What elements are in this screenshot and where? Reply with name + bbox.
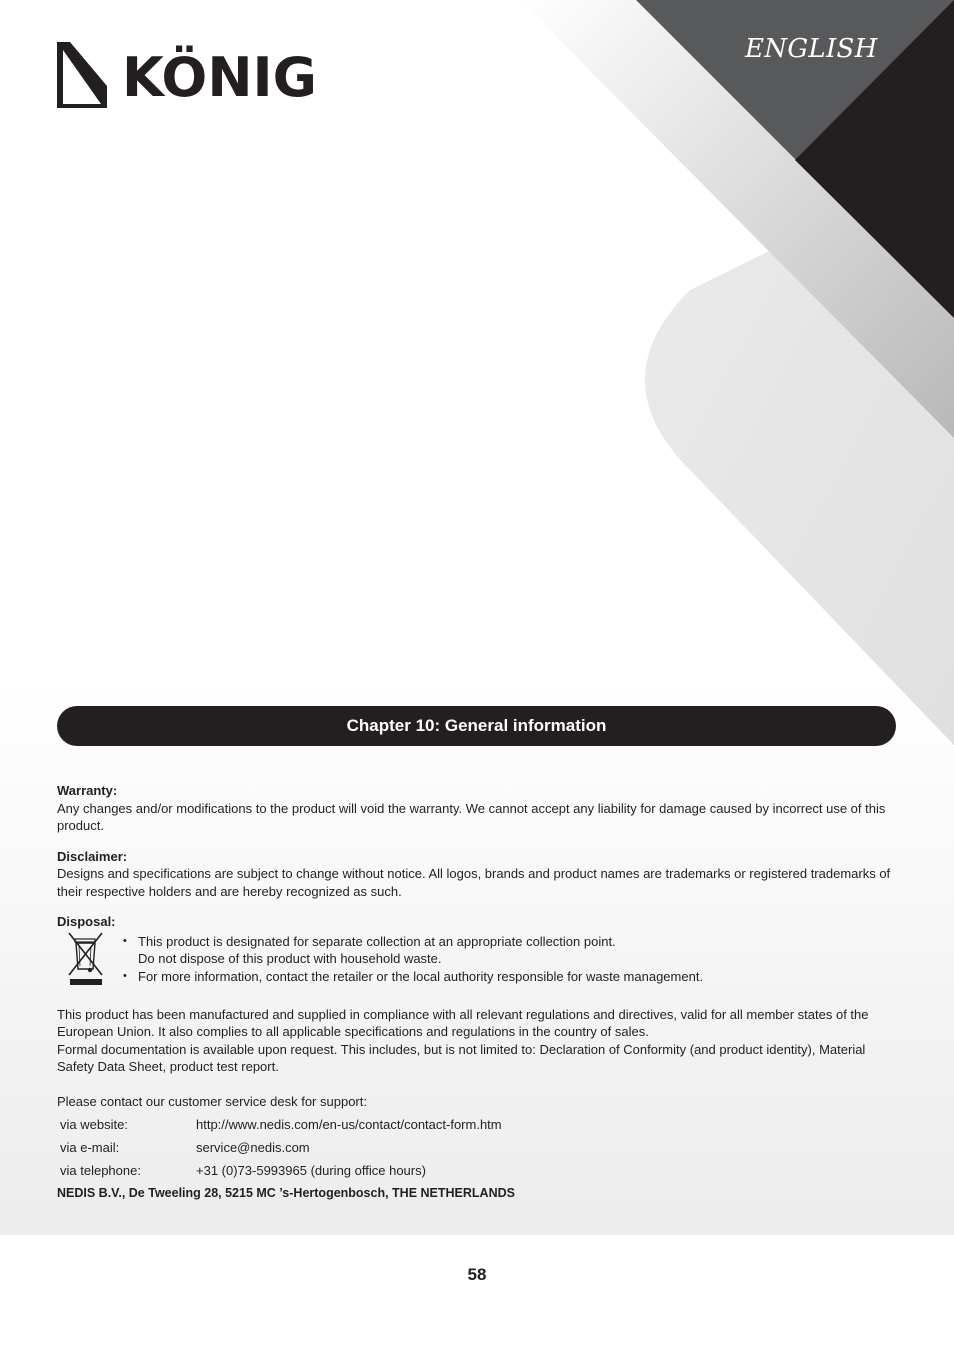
support-contact-table: [58, 1113, 502, 1182]
logo-wordmark: KÖNIG: [122, 46, 317, 109]
disposal-heading: Disposal:: [57, 914, 116, 929]
chapter-title: Chapter 10: General information: [346, 716, 607, 735]
contact-label: via telephone:: [60, 1162, 141, 1178]
compliance-text: This product has been manufactured and supplied in compliance with all relevant regulations and directives, valid for all member states of the European Union. It also complies to all applicable specifications and regulations in the country of sales.: [57, 1006, 869, 1039]
support-intro: Please contact our customer service desk for support:: [57, 1093, 367, 1109]
language-label: ENGLISH: [745, 34, 878, 64]
company-address: NEDIS B.V., De Tweeling 28, 5215 MC ’s-Hertogenbosch, THE NETHERLANDS: [57, 1186, 515, 1200]
weee-crossed-bin-icon: [63, 931, 109, 989]
warranty-text: Any changes and/or modifications to the product will void the warranty. We cannot accept any liability for damage caused by incorrect use of this product.: [57, 800, 886, 833]
contact-label: via e-mail:: [60, 1139, 120, 1155]
disposal-section: [57, 933, 897, 989]
warranty-heading: Warranty:: [57, 783, 118, 798]
disposal-bullet-2: • For more information, contact the retailer or the local authority responsible for waste management.: [123, 968, 703, 986]
website-link[interactable]: http://www.nedis.com/en-us/contact/contact-form.htm: [196, 1116, 502, 1132]
documentation-text: Formal documentation is available upon request. This includes, but is not limited to: Declaration of Conformity (and product identity), Material Safety Data Sheet, product test report.: [57, 1041, 866, 1074]
contact-label: via website:: [60, 1116, 128, 1132]
disclaimer-heading: Disclaimer:: [57, 848, 128, 864]
telephone-value: +31 (0)73-5993965 (during office hours): [196, 1162, 426, 1178]
disposal-bullet-1: • This product is designated for separate collection at an appropriate collection point. Do not dispose of this product with household waste.: [123, 933, 703, 968]
contact-row-website: [58, 1113, 502, 1136]
contact-row-telephone: [58, 1159, 502, 1182]
contact-row-email: [58, 1136, 502, 1159]
email-link[interactable]: service@nedis.com: [196, 1139, 310, 1155]
general-information-content: [57, 782, 897, 1203]
chapter-header: [57, 706, 896, 746]
konig-logo: [57, 40, 319, 110]
page-number: 58: [467, 1265, 487, 1284]
disclaimer-text: Designs and specifications are subject to change without notice. All logos, brands and product names are trademarks or registered trademarks of their respective holders and are hereby recognized as such.: [57, 866, 891, 899]
disposal-bullet-list: [123, 933, 703, 989]
